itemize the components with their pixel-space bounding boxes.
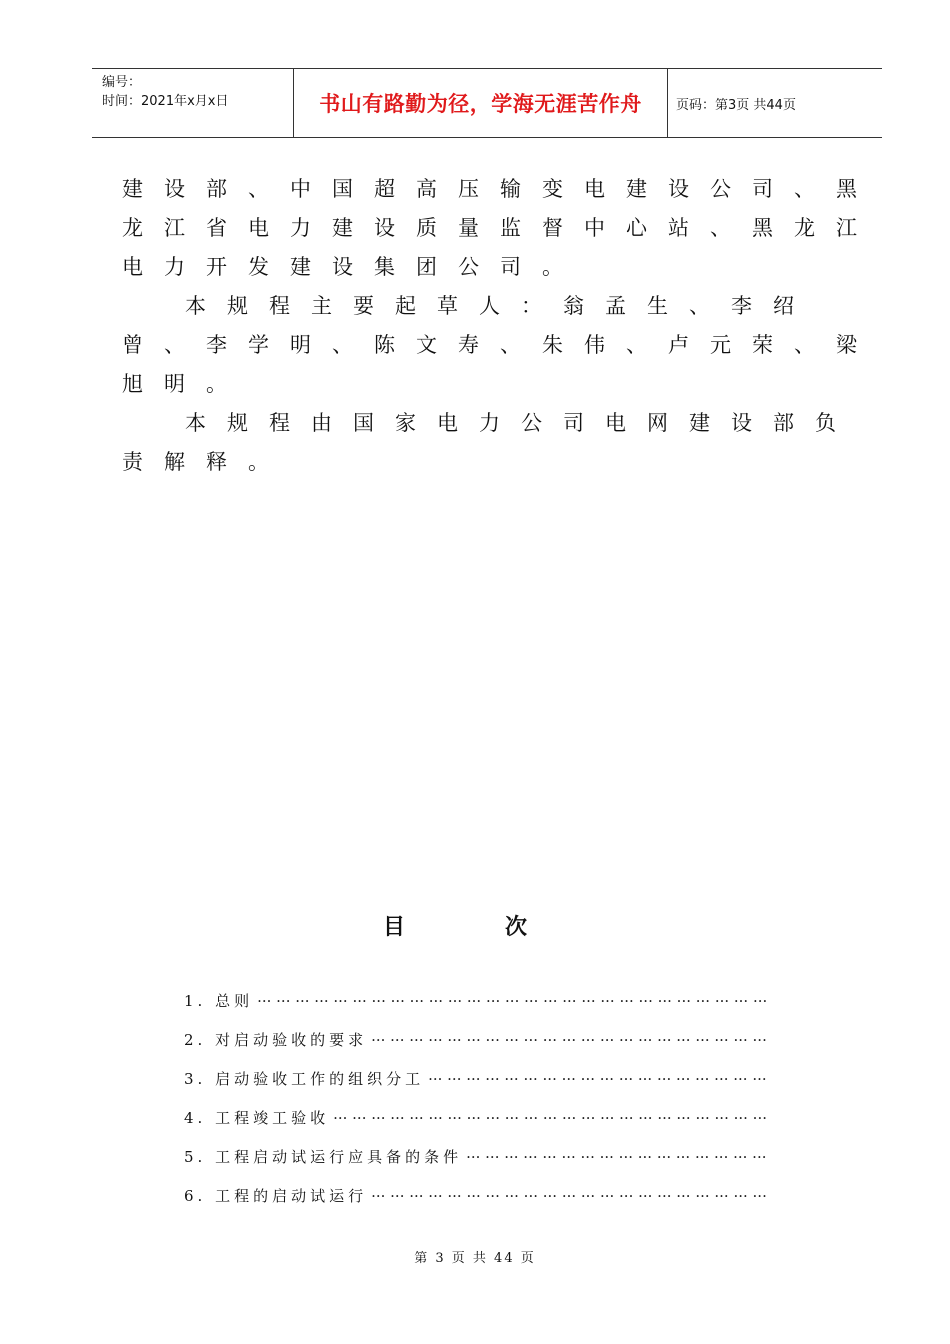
paragraph-organizations: 建设部、中国超高压输变电建设公司、黑龙江省电力建设质量监督中心站、黑龙江电力开发建设集团公司。 [122, 177, 878, 279]
toc-item[interactable] [184, 1185, 784, 1224]
toc-leader-dots [257, 992, 766, 1010]
header-page-cell [668, 69, 882, 137]
toc-item-label: 1. 总则 [184, 992, 254, 1010]
header-meta [92, 69, 294, 137]
toc-item-label: 6. 工程的启动试运行 [184, 1187, 368, 1205]
toc-leader-dots [428, 1070, 766, 1088]
number-label: 编号： [102, 75, 142, 90]
toc-item-label: 2. 对启动验收的要求 [184, 1031, 368, 1049]
motto-text: 书山有路勤为径，学海无涯苦作舟 [319, 92, 642, 116]
toc-item[interactable] [184, 1146, 784, 1185]
toc-item[interactable] [184, 1068, 784, 1107]
header-motto-cell [294, 69, 668, 137]
toc-item-label: 3. 启动验收工作的组织分工 [184, 1070, 425, 1088]
toc-leader-dots [371, 1031, 766, 1049]
toc-leader-dots [466, 1148, 766, 1166]
toc-leader-dots [371, 1187, 766, 1205]
toc-item[interactable] [184, 990, 784, 1029]
toc-item-label: 4. 工程竣工验收 [184, 1109, 330, 1127]
page-header [92, 68, 882, 138]
toc-item-label: 5. 工程启动试运行应具备的条件 [184, 1148, 463, 1166]
toc-leader-dots [333, 1109, 766, 1127]
table-of-contents [184, 990, 784, 1224]
paragraph-interpretation: 本规程由国家电力公司电网建设部负责解释。 [122, 411, 857, 474]
toc-item[interactable] [184, 1029, 784, 1068]
document-body [122, 170, 882, 482]
page-footer: 第 3 页 共 44 页 [414, 1251, 536, 1266]
toc-title: 目次 [382, 915, 627, 940]
page-label: 页码：第3页 共44页 [676, 97, 796, 113]
paragraph-drafters: 本规程主要起草人：翁孟生、李绍曾、李学明、陈文寿、朱伟、卢元荣、梁旭明。 [122, 294, 878, 396]
time-label: 时间：2021年x月x日 [102, 94, 229, 109]
toc-item[interactable] [184, 1107, 784, 1146]
